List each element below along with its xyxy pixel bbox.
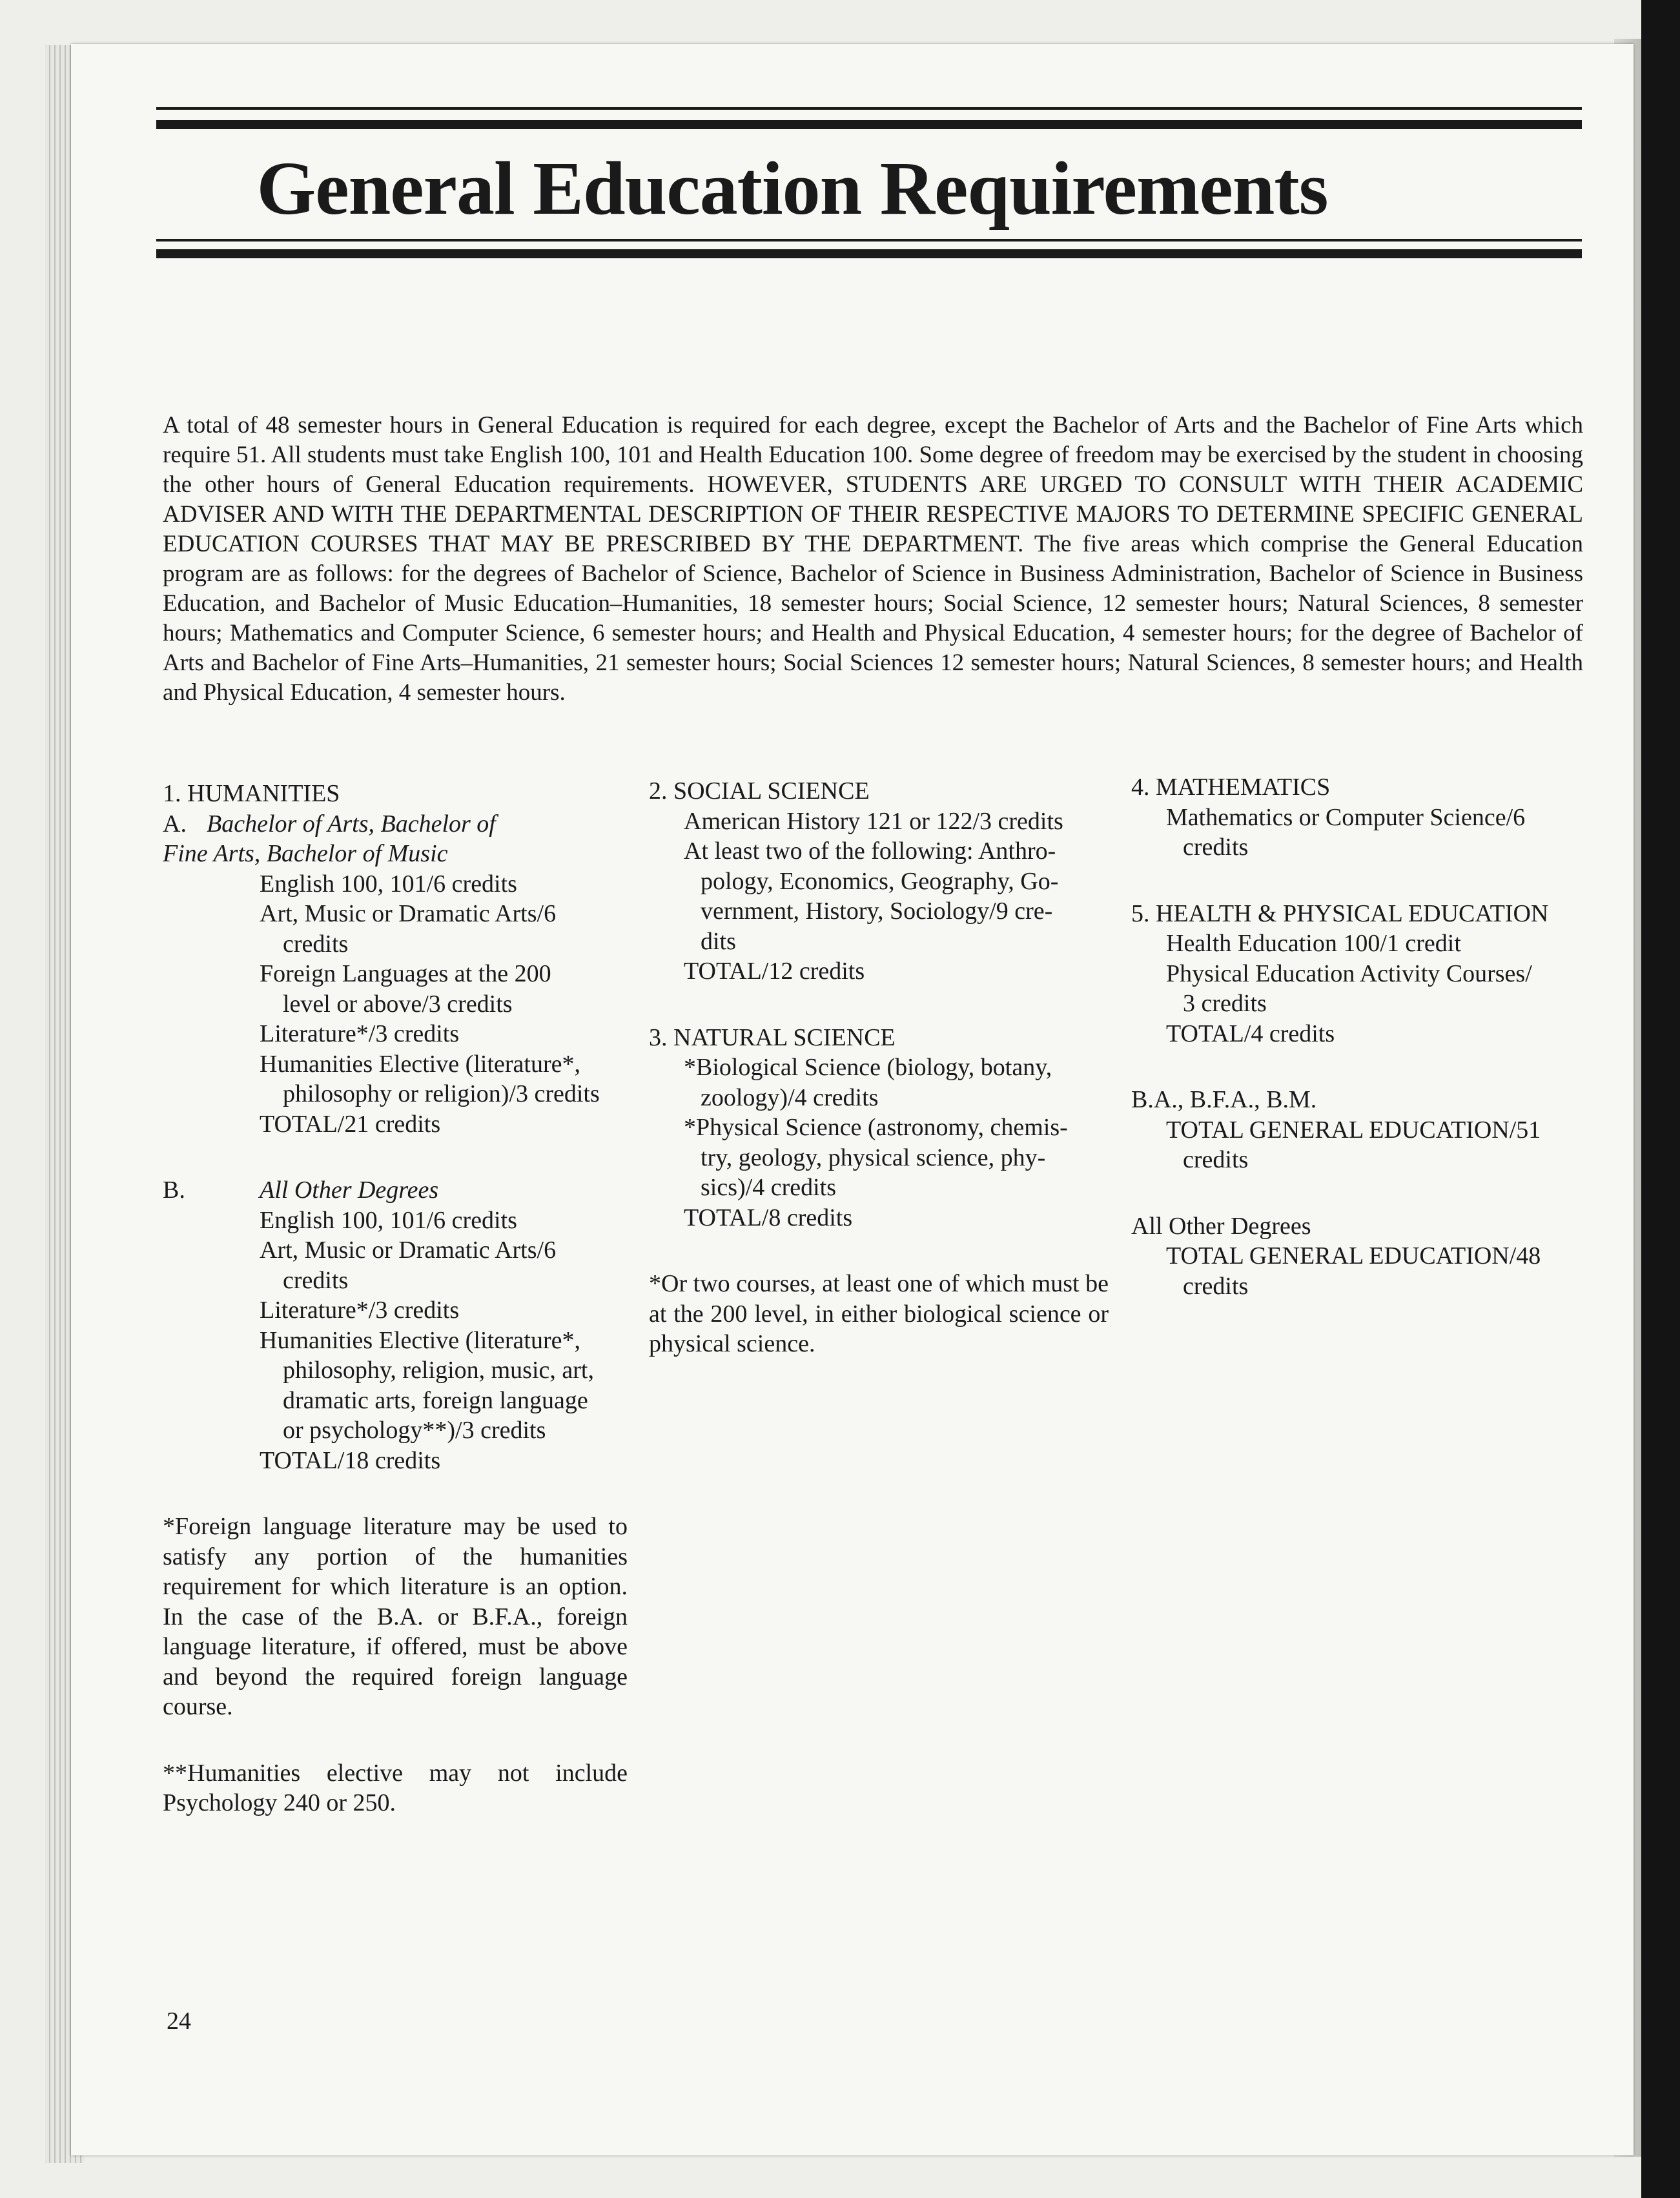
title-rule-thick-top (156, 120, 1582, 129)
column-humanities (163, 779, 628, 1818)
column-sciences (649, 776, 1109, 1359)
natural-science-line: sics)/4 credits (701, 1174, 837, 1201)
page-title: General Education Requirements (256, 146, 1328, 231)
page-number: 24 (167, 2008, 191, 2035)
humanities-a-total: TOTAL/21 credits (260, 1110, 441, 1138)
title-rule-thin-top (156, 107, 1582, 110)
title-banner (156, 107, 1582, 262)
footnote-natural-science: *Or two courses, at least one of which must be at the 200 level, in either biological science or physical science. (649, 1270, 1109, 1357)
other-degrees-label: All Other Degrees (1131, 1212, 1311, 1240)
humanities-b-item: Literature*/3 credits (260, 1297, 460, 1324)
scanner-border (1641, 0, 1680, 2198)
humanities-b-label: B. (163, 1176, 185, 1204)
natural-science-line: *Biological Science (biology, botany, (684, 1054, 1052, 1081)
mathematics-line: credits (1183, 834, 1249, 861)
humanities-a-header (163, 809, 628, 839)
ba-total-general-education: TOTAL GENERAL EDUCATION/51 (1166, 1116, 1541, 1144)
footnote-humanities-elective: **Humanities elective may not include Psychology 240 or 250. (163, 1759, 628, 1816)
humanities-a-item: philosophy or religion)/3 credits (283, 1080, 600, 1107)
footnote-foreign-literature: *Foreign language literature may be used to satisfy any portion of the humanities requirement for which literature is an option. In the case of the B.A. or B.F.A., foreign language literature, if offered, must be above and beyond the required foreign language course. (163, 1513, 628, 1720)
health-pe-line: Physical Education Activity Courses/ (1166, 960, 1532, 987)
health-pe-total: TOTAL/4 credits (1166, 1020, 1335, 1047)
humanities-b-item: Art, Music or Dramatic Arts/6 (260, 1237, 557, 1264)
title-rule-thin-bottom (156, 239, 1582, 241)
humanities-a-item: level or above/3 credits (283, 990, 513, 1018)
humanities-a-item: English 100, 101/6 credits (260, 870, 517, 898)
humanities-b-item: credits (283, 1266, 349, 1294)
natural-science-total: TOTAL/8 credits (684, 1204, 853, 1231)
social-science-line: American History 121 or 122/3 credits (684, 807, 1063, 835)
mathematics-line: Mathematics or Computer Science/6 (1166, 803, 1526, 831)
humanities-b-title: All Other Degrees (260, 1176, 439, 1204)
humanities-b-item: dramatic arts, foreign language (283, 1386, 588, 1414)
other-total-general-education: TOTAL GENERAL EDUCATION/48 (1166, 1242, 1541, 1269)
humanities-b-total: TOTAL/18 credits (260, 1446, 441, 1474)
mathematics-heading: 4. MATHEMATICS (1131, 774, 1331, 801)
humanities-a-item: credits (283, 930, 349, 958)
humanities-b-item: or psychology**)/3 credits (283, 1417, 546, 1444)
social-science-line: pology, Economics, Geography, Go- (701, 867, 1059, 895)
title-rule-thick-bottom (156, 249, 1582, 258)
ba-total-credits: credits (1183, 1146, 1249, 1173)
humanities-a-label: A. (163, 810, 187, 837)
social-science-heading: 2. SOCIAL SCIENCE (649, 777, 870, 805)
humanities-b-header (163, 1175, 628, 1206)
social-science-line: dits (701, 927, 736, 955)
humanities-b-item: philosophy, religion, music, art, (283, 1357, 594, 1384)
natural-science-line: zoology)/4 credits (701, 1084, 879, 1111)
social-science-total: TOTAL/12 credits (684, 958, 865, 985)
natural-science-line: *Physical Science (astronomy, chemis- (684, 1114, 1068, 1141)
humanities-a-item: Literature*/3 credits (260, 1020, 460, 1047)
humanities-a-item: Foreign Languages at the 200 (260, 960, 551, 987)
other-total-credits: credits (1183, 1272, 1249, 1300)
humanities-b-item: English 100, 101/6 credits (260, 1206, 517, 1234)
health-pe-heading: 5. HEALTH & PHYSICAL EDUCATION (1131, 899, 1549, 927)
ba-bfa-bm-label: B.A., B.F.A., B.M. (1131, 1086, 1317, 1113)
natural-science-heading: 3. NATURAL SCIENCE (649, 1023, 896, 1051)
humanities-a-title-line2: Fine Arts, Bachelor of Music (163, 840, 448, 867)
humanities-b-item: Humanities Elective (literature*, (260, 1326, 580, 1354)
natural-science-line: try, geology, physical science, phy- (701, 1144, 1046, 1171)
social-science-line: vernment, History, Sociology/9 cre- (701, 898, 1053, 925)
humanities-a-item: Humanities Elective (literature*, (260, 1050, 580, 1078)
humanities-heading: 1. HUMANITIES (163, 780, 340, 807)
humanities-a-title-line1: Bachelor of Arts, Bachelor of (207, 810, 496, 837)
health-pe-line: 3 credits (1183, 990, 1267, 1017)
health-pe-line: Health Education 100/1 credit (1166, 930, 1461, 957)
column-math-health-totals (1131, 772, 1596, 1301)
humanities-a-item: Art, Music or Dramatic Arts/6 (260, 900, 557, 927)
intro-paragraph: A total of 48 semester hours in General Education is required for each degree, except the Bachelor of Arts and the Bachelor of Fine Arts which require 51. All students must take English 100, 101 and Health Education 100. Some degree of freedom may be exercised by the student in choosing the other hours of General Education requirements. HOWEVER, STUDENTS ARE URGED TO CONSULT WITH THEIR ACADEMIC ADVISER AND WITH THE DEPARTMENTAL DESCRIPTION OF THEIR RESPECTIVE MAJORS TO DETERMINE SPECIFIC GENERAL EDUCATION COURSES THAT MAY BE PRESCRIBED BY THE DEPARTMENT. The five areas which comprise the General Education program are as follows: for the degrees of Bachelor of Science, Bachelor of Science in Business Administration, Bachelor of Science in Business Education, and Bachelor of Music Education–Humanities, 18 semester hours; Social Science, 12 semester hours; Natural Sciences, 8 semester hours; Mathematics and Computer Science, 6 semester hours; and Health and Physical Education, 4 semester hours; for the degree of Bachelor of Arts and Bachelor of Fine Arts–Humanities, 21 semester hours; Social Sciences 12 semester hours; Natural Sciences, 8 semester hours; and Health and Physical Education, 4 semester hours. (163, 412, 1583, 706)
social-science-line: At least two of the following: Anthro- (684, 837, 1056, 865)
